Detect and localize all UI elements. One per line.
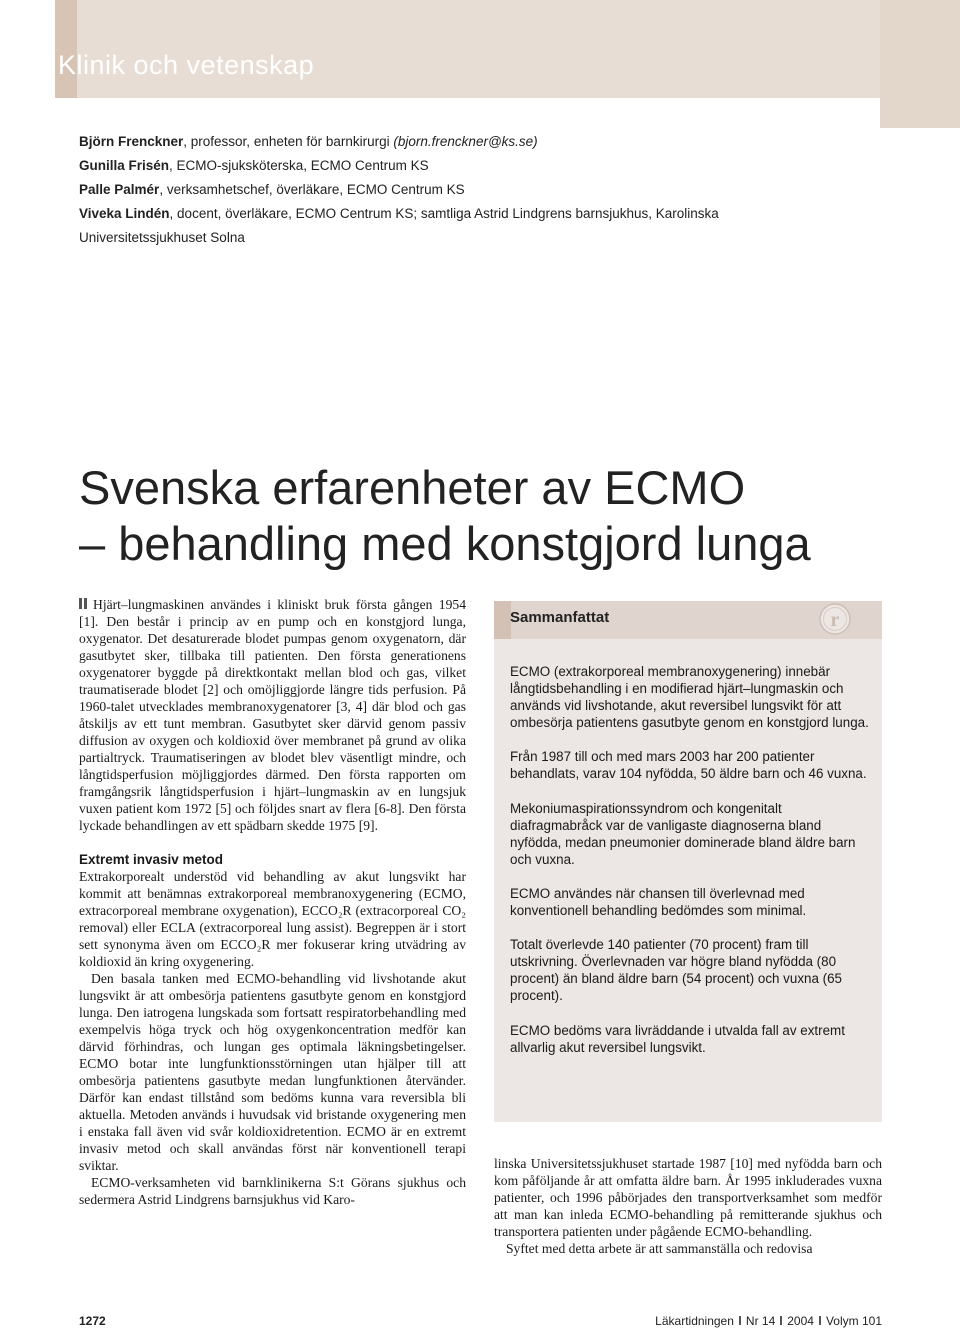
author-list (79, 130, 799, 250)
summary-paragraph: Från 1987 till och med mars 2003 har 200 patienter behandlats, varav 104 nyfödda, 50 äldre barn och 46 vuxna. (510, 749, 867, 782)
author-affiliation: , professor, enheten för barnkirurgi (183, 134, 394, 149)
journal-footer (640, 1314, 882, 1328)
article-title-line1: Svenska erfarenheter av ECMO (79, 461, 746, 514)
author-line (79, 154, 799, 178)
author-line (79, 202, 799, 250)
author-name: Palle Palmér (79, 182, 160, 197)
body-paragraph: ECMO-verksamheten vid barnklinikerna S:t Görans sjukhus och sedermera Astrid Lindgrens barnsjukhus vid Karo- (79, 1175, 466, 1207)
author-line (79, 130, 799, 154)
journal-logo-letter: r (830, 609, 840, 631)
footer-separator (739, 1316, 741, 1325)
summary-text (510, 663, 870, 1073)
journal-volume: Volym 101 (825, 1314, 882, 1328)
body-paragraph: Syftet med detta arbete är att sammanställa och redovisa (506, 1241, 813, 1256)
article-title-line2: – behandling med konstgjord lunga (79, 517, 811, 570)
journal-issue: Nr 14 (745, 1314, 776, 1328)
author-affiliation: , ECMO-sjuksköterska, ECMO Centrum KS (169, 158, 429, 173)
journal-logo-icon (819, 603, 851, 635)
author-affiliation: , verksamhetschef, överläkare, ECMO Centrum KS (159, 182, 465, 197)
author-name: Viveka Lindén (79, 206, 170, 221)
body-column-left (79, 596, 466, 1208)
journal-name: Läkartidningen (655, 1314, 734, 1328)
body-paragraph: Den basala tanken med ECMO-behandling vid livshotande akut lungsvikt är att ombesörja patientens gasutbyte genom en konstgjord lunga. Den iatrogena lungskada som fortsatt respiratorbehandling med exempelvis höga tryck och hög oxygenkoncentration medför kan därvid förhindras, och lungan ges optimala läkningsbetingelser. ECMO botar inte lungfunktionsstörningen utan hjälper till att ombesörja patientens gasutbyte medan lungfunktionen återvänder. Därför kan endast tillstånd som bedöms kunna vara reversibla bli aktuella. Metoden används i huvudsak vid bristande oxygenering men i enstaka fall även vid svår koldioxidretention. ECMO är en extremt invasiv metod och skall användas först när konventionell terapi sviktar. (79, 971, 466, 1173)
section-band (55, 0, 960, 98)
summary-paragraph: Totalt överlevde 140 patienter (70 procent) fram till utskrivning. Överlevnaden var högre bland nyfödda (80 procent) än bland äldre barn (54 procent) och vuxna (65 procent). (510, 937, 842, 1004)
author-email[interactable]: (bjorn.frenckner@ks.se) (393, 134, 538, 149)
summary-box (494, 601, 882, 1122)
summary-paragraph: ECMO bedöms vara livräddande i utvalda fall av extremt allvarlig akut reversibel lungsvikt. (510, 1022, 845, 1055)
page-number: 1272 (79, 1314, 106, 1328)
summary-paragraph: ECMO (extrakorporeal membranoxygenering) innebär långtidsbehandling i en modifierad hjärt–lungmaskin och används vid livshotande, akut reversibel lungsvikt för att ombesörja patientens gasutbyte genom en konstgjord lunga. (510, 664, 869, 731)
author-name: Björn Frenckner (79, 134, 184, 149)
summary-header-accent (494, 601, 511, 639)
author-line (79, 178, 799, 202)
summary-paragraph: Mekoniumaspirationssyndrom och kongenitalt diafragmabråck var de vanligaste diagnoserna bland nyfödda, medan pneumonier dominerade bland äldre barn och vuxna. (510, 800, 856, 867)
article-title (79, 460, 859, 572)
section-title: Klinik och vetenskap (58, 50, 315, 80)
lead-text: Hjärt–lungmaskinen användes i kliniskt bruk första gången 1954 [1]. Den består i princip av en pump och en konstgjord lunga, oxygenator. Det desaturerade blodet pumpas genom oxygenatorn, där gasutbytet sker, tillbaka till patienten. Den första generationens oxygenatorer byggde på direktkontakt mellan blod och gas, vilket traumatiserade blodet [2] och omöjliggjorde längre tids perfusion. På 1960-talet utvecklades membranoxygenatorer [3, 4] där blod och gas åtskiljs av ett tunt membran. Gasutbytet sker därvid genom passiv diffusion av oxygen och koldioxid över membranet på grund av olika partialtryck. Traumatiseringen av blodet blev väsentligt mindre, och långtidsperfusion möjliggjordes därmed. Den första rapporten om framgångsrik långtidsperfusion i hjärt–lungmaskin av en lungsjuk vuxen patient kom 1972 [5] och följdes snart av flera [6-8]. Den första lyckade behandlingen av ett spädbarn skedde 1975 [9]. (79, 597, 466, 833)
body-paragraph: linska Universitetssjukhuset startade 1987 [10] med nyfödda barn och kom påföljande år att omfatta äldre barn. År 1995 inkluderades vuxna patienter, och 1996 påbörjades den transportverksamhet som medför att man kan inleda ECMO-behandling på remitterande sjukhus och transportera patienten under pågående ECMO-behandling. (494, 1156, 882, 1239)
section-band-accent (55, 0, 77, 98)
lead-marker-icon (79, 598, 82, 609)
summary-paragraph: ECMO användes när chansen till överlevnad med konventionell behandling bedömdes som minimal. (510, 885, 807, 919)
corner-block (880, 0, 960, 128)
lead-marker-icon (84, 598, 87, 609)
journal-year: 2004 (787, 1314, 814, 1328)
body-column-right (494, 1155, 882, 1257)
footer-separator (780, 1316, 782, 1325)
subheading: Extremt invasiv metod (79, 852, 224, 867)
author-name: Gunilla Frisén (79, 158, 170, 173)
body-paragraph: Extrakorporealt understöd vid behandling av akut lungsvikt har kommit att benämnas extrakorporeal membranoxygenering (ECMO, extracorporeal membrane oxygenation), ECCO₂R (extracorporeal CO₂ removal) eller ECLA (extracorporeal lung assist). Begreppen är i stort sett synonyma även om ECCO₂R mer fokuserar kring utvädring av koldioxid än kring oxygenering. (79, 869, 466, 969)
author-affiliation: , docent, överläkare, ECMO Centrum KS; samtliga Astrid Lindgrens barnsjukhus, Karolinska Universitetssjukhuset Solna (79, 206, 719, 245)
footer-separator (819, 1316, 821, 1325)
summary-title: Sammanfattat (510, 609, 610, 626)
lead-paragraph (79, 596, 466, 834)
